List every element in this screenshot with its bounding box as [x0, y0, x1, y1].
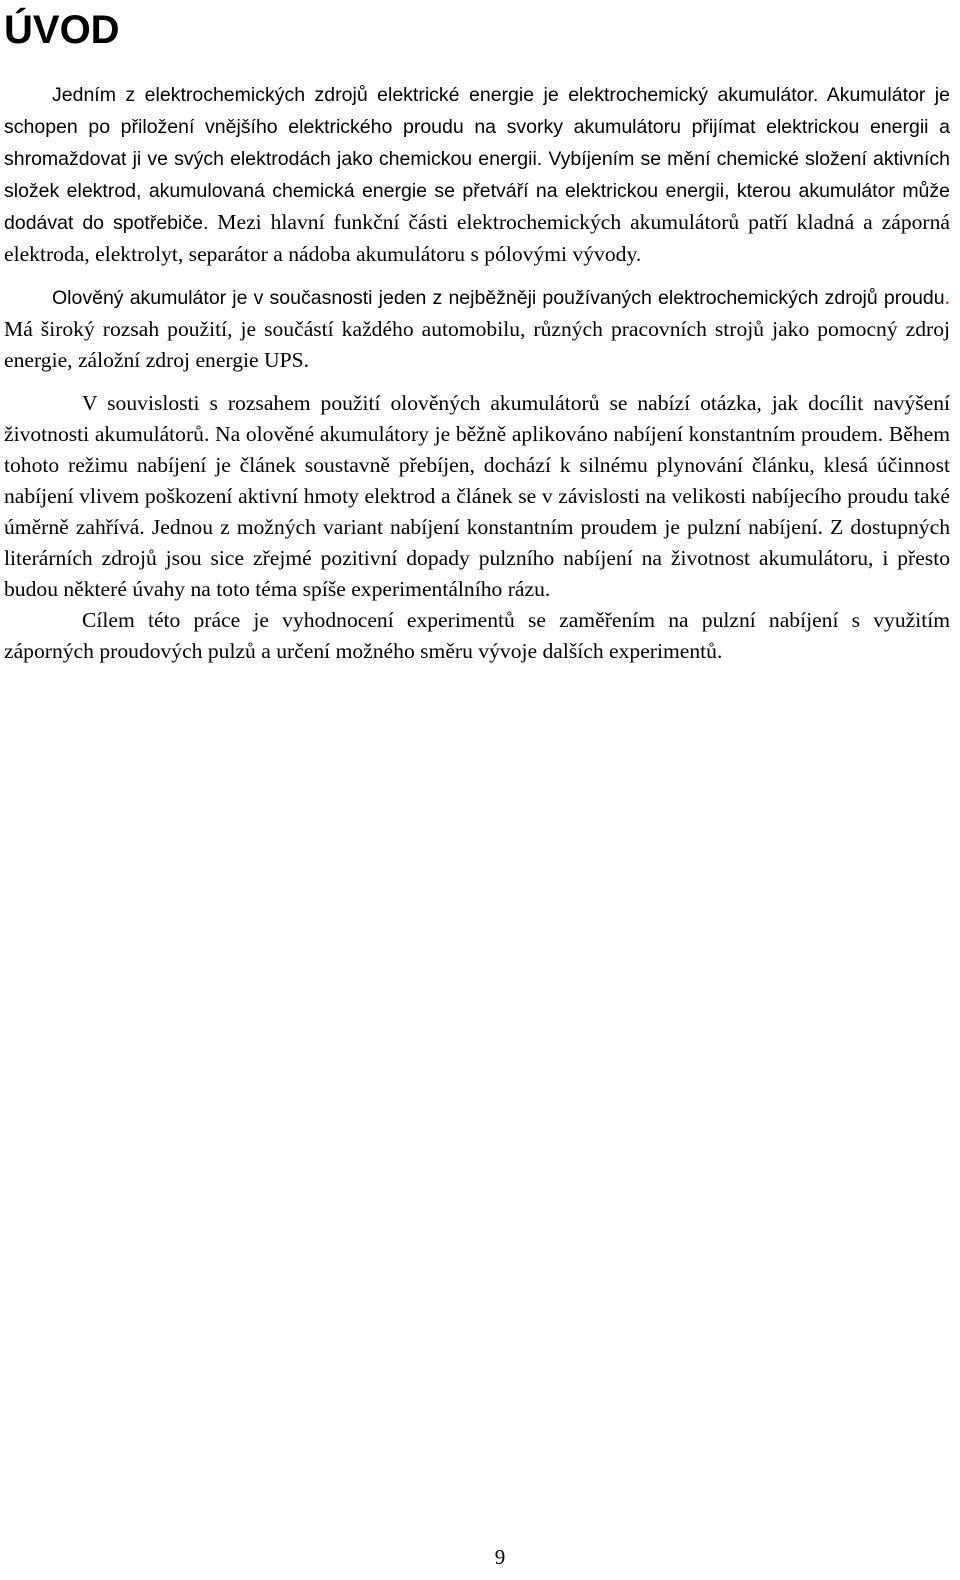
paragraph-goal: Cílem této práce je vyhodnocení experimentů se zaměřením na pulzní nabíjení s využitím záporných proudových pulzů a určení možného směru vývoje dalších experimentů.: [4, 608, 950, 663]
paragraph-lead-acid-accent-dot: .: [944, 285, 950, 309]
paragraph-charging: V souvislosti s rozsahem použití olověných akumulátorů se nabízí otázka, jak docílit navýšení životnosti akumulátorů. Na olověné akumulátory je běžně aplikováno nabíjení konstantním proudem. Během tohoto režimu nabíjení je článek soustavně přebíjen, dochází k silnému plynování článku, klesá účinnost nabíjení vlivem poškození aktivní hmoty elektrod a článek se v závislosti na velikosti nabíjecího proudu také úměrně zahřívá. Jednou z možných variant nabíjení konstantním proudem je pulzní nabíjení. Z dostupných literárních zdrojů jsou sice zřejmé pozitivní dopady pulzního nabíjení na životnost akumulátoru, i přesto budou některé úvahy na toto téma spíše experimentálního rázu.: [4, 391, 950, 601]
page-number: 9: [494, 1545, 506, 1569]
page-title: ÚVOD: [4, 8, 120, 52]
paragraph-intro-sans-text: Jedním z elektrochemických zdrojů elektrické energie je elektrochemický akumulátor. Akumulátor je schopen po přiložení vnějšího elektrického proudu na svorky akumulátoru přijímat elektrickou energii a shromaždovat ji ve svých elektrodách jako chemickou energii. Vybíjením se mění chemické složení aktivních složek elektrod, akumulovaná chemická energie se přetváří na elektrickou energii, kterou akumulátor může dodávat do spotřebiče.: [4, 84, 950, 234]
paragraph-lead-acid-serif-text: Má široký rozsah použití, je součástí každého automobilu, různých pracovních strojů jako pomocný zdroj energie, záložní zdroj energie UPS.: [4, 317, 950, 372]
paragraph-intro: [4, 79, 950, 270]
paragraph-lead-acid-sans-text: Olověný akumulátor je v současnosti jeden z nejběžněji používaných elektrochemických zdrojů proudu: [52, 287, 945, 309]
paragraph-lead-acid: [4, 282, 950, 376]
document-body: [4, 79, 950, 667]
paragraph-intro-serif-text: Mezi hlavní funkční části elektrochemických akumulátorů patří kladná a záporná elektroda, elektrolyt, separátor a nádoba akumulátoru s pólovými vývody.: [4, 210, 950, 266]
